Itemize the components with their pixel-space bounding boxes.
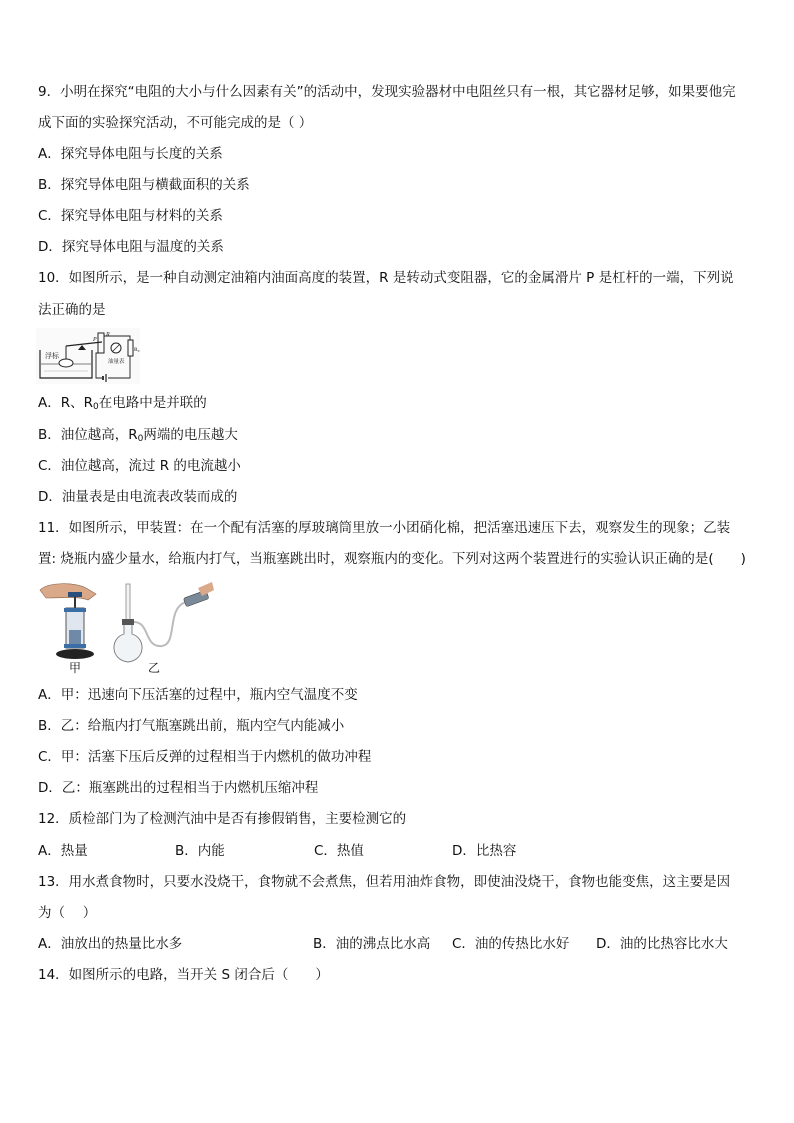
q11-stem-line2: 置: 烧瓶内盛少量水，给瓶内打气，当瓶塞跳出时，观察瓶内的变化。下列对这两个装置进行的实验认识正确的是( ) (38, 551, 746, 567)
meter-label: 油量表 (108, 359, 125, 365)
q10-option-d: D．油量表是由电流表改装而成的 (38, 489, 238, 505)
q13-option-b: B．油的沸点比水高 (313, 936, 431, 952)
q12-options (38, 841, 758, 861)
q13-stem-line2: 为（ ） (38, 905, 97, 921)
q12-stem: 12．质检部门为了检测汽油中是否有掺假销售，主要检测它的 (38, 811, 407, 827)
q12-option-b: B．内能 (175, 843, 225, 859)
q9-option-d: D．探究导体电阻与温度的关系 (38, 239, 224, 255)
q11-option-b: B．乙：给瓶内打气瓶塞跳出前，瓶内空气内能减小 (38, 718, 345, 734)
r0-label: R₀ (134, 347, 140, 353)
q14-stem: 14．如图所示的电路，当开关 S 闭合后（ ） (38, 967, 329, 983)
q11-option-c: C．甲：活塞下压后反弹的过程相当于内燃机的做功冲程 (38, 749, 372, 765)
float-shape (59, 359, 73, 367)
q10-stem-line1: 10．如图所示，是一种自动测定油箱内油面高度的装置，R 是转动式变阻器，它的金属滑片 P 是杠杆的一端，下列说 (38, 270, 734, 286)
piston-and-flask-figure (38, 578, 214, 676)
q13-option-c: C．油的传热比水好 (452, 936, 570, 952)
q12-option-a: A．热量 (38, 843, 88, 859)
q12-option-c: C．热值 (314, 843, 364, 859)
q13-options (38, 934, 758, 954)
p-label: P (93, 337, 97, 343)
q11-option-d: D．乙：瓶塞跳出的过程相当于内燃机压缩冲程 (38, 780, 319, 796)
q10-stem-line2: 法正确的是 (38, 302, 106, 318)
q13-stem-line1: 13．用水煮食物时，只要水没烧干，食物就不会煮焦，但若用油炸食物，即使油没烧干，食物也能变焦，这主要是因 (38, 874, 731, 890)
float-label: 浮标 (45, 352, 59, 360)
q9-option-a: A．探究导体电阻与长度的关系 (38, 146, 223, 162)
fig-label-jia: 甲 (69, 661, 82, 675)
q10-option-c: C．油位越高，流过 R 的电流越小 (38, 458, 241, 474)
q10-option-a: A．R、$R_0$在电路中是并联的 (38, 395, 207, 412)
oil-gauge-circuit-figure (36, 328, 140, 384)
q13-option-d: D．油的比热容比水大 (596, 936, 728, 952)
fig-label-yi: 乙 (148, 661, 161, 675)
q10-option-b: B．油位越高，$R_0$两端的电压越大 (38, 427, 238, 444)
q9-stem-line2: 成下面的实验探究活动，不可能完成的是（ ） (38, 115, 313, 131)
q12-option-d: D．比热容 (452, 843, 517, 859)
q11-option-a: A．甲：迅速向下压活塞的过程中，瓶内空气温度不变 (38, 687, 358, 703)
q9-stem-line1: 9．小明在探究“电阻的大小与什么因素有关”的活动中，发现实验器材中电阻丝只有一根，其它器材足够，如果要他完 (38, 84, 736, 100)
q9-option-c: C．探究导体电阻与材料的关系 (38, 208, 223, 224)
q9-option-b: B．探究导体电阻与横截面积的关系 (38, 177, 250, 193)
q13-option-a: A．油放出的热量比水多 (38, 936, 183, 952)
r-label: R (106, 332, 110, 338)
q11-stem-line1: 11．如图所示，甲装置：在一个配有活塞的厚玻璃筒里放一小团硝化棉，把活塞迅速压下去，观察发生的现象；乙装 (38, 520, 731, 536)
